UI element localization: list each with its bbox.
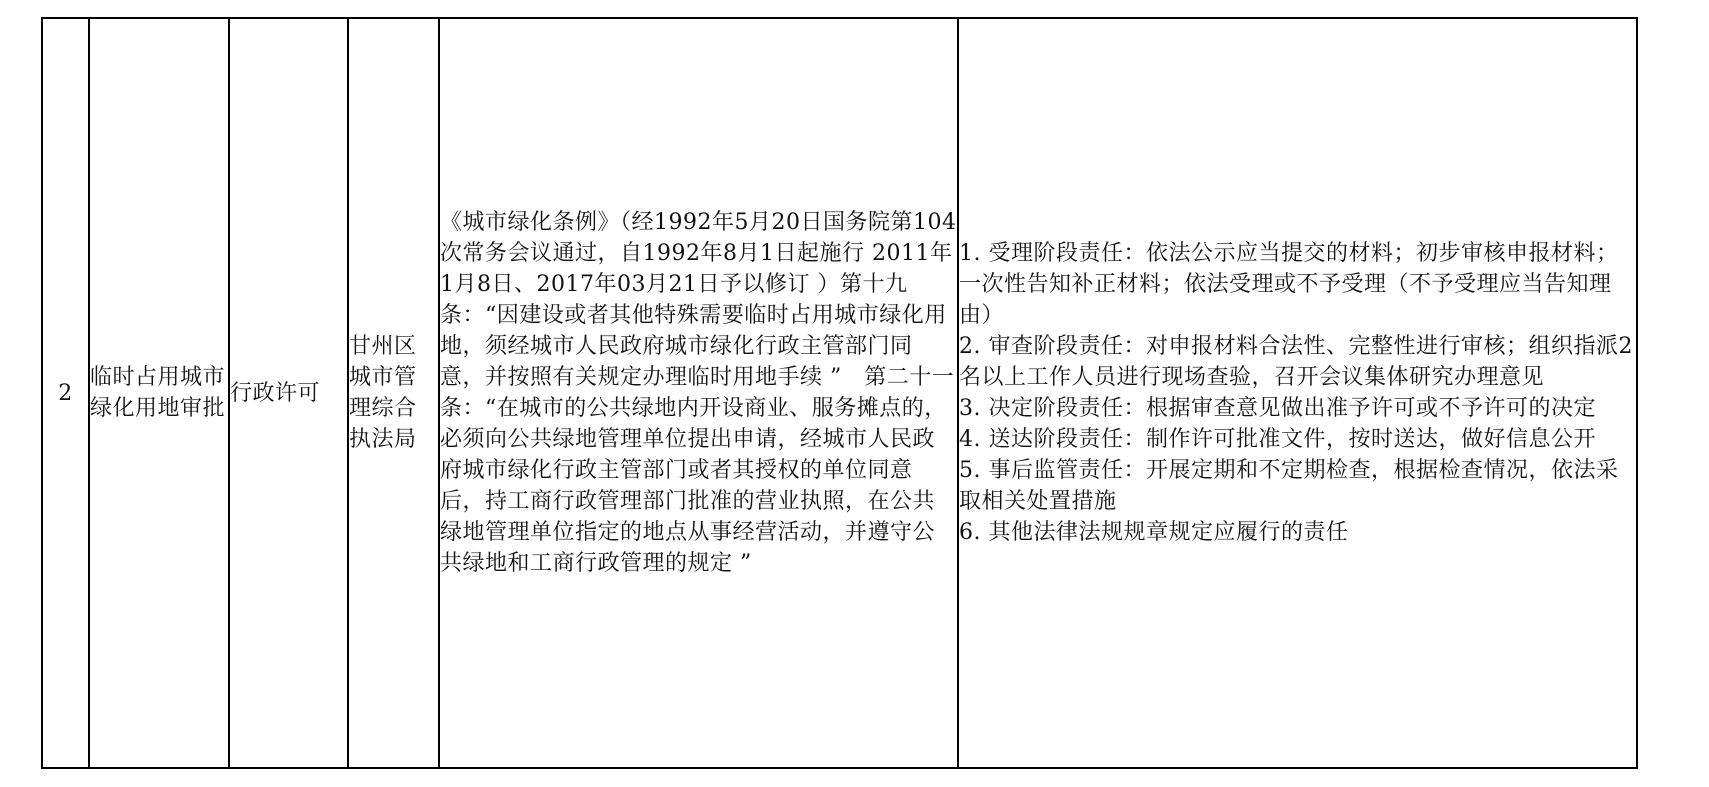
item-type: 行政许可 bbox=[230, 380, 321, 406]
row-number: 2 bbox=[58, 380, 73, 406]
item-type-cell bbox=[229, 18, 348, 768]
responsibility-item: 3. 决定阶段责任：根据审查意见做出准予许可或不予许可的决定 bbox=[959, 396, 1596, 421]
item-name-cell bbox=[89, 18, 229, 768]
department: 甘州区城市管理综合执法局 bbox=[349, 334, 417, 452]
responsibility-table bbox=[41, 17, 1638, 769]
responsibility-item: 4. 送达阶段责任：制作许可批准文件，按时送达，做好信息公开 bbox=[959, 427, 1596, 452]
legal-basis-cell bbox=[439, 18, 958, 768]
responsibility-item: 1. 受理阶段责任：依法公示应当提交的材料；初步审核申报材料；一次性告知补正材料；依法受理或不予受理（不予受理应当告知理由） bbox=[959, 241, 1619, 328]
item-name: 临时占用城市绿化用地审批 bbox=[90, 365, 226, 421]
table-row bbox=[42, 18, 1637, 768]
responsibility-item: 5. 事后监管责任：开展定期和不定期检查，根据检查情况，依法采取相关处置措施 bbox=[959, 458, 1619, 514]
responsibility-item: 2. 审查阶段责任：对申报材料合法性、完整性进行审核；组织指派2名以上工作人员进行现场查验，召开会议集体研究办理意见 bbox=[959, 334, 1633, 390]
responsibilities-cell bbox=[958, 18, 1637, 768]
row-number-cell bbox=[42, 18, 89, 768]
legal-basis: 《城市绿化条例》（经1992年5月20日国务院第104次常务会议通过，自1992年8月1日起施行 2011年1月8日、2017年03月21日予以修订 ）第十九条：“因建设或者其他特殊需要临时占用城市绿化用地，须经城市人民政府城市绿化行政主管部门同意，并按照有关规定办理临时用地手续 ” 第二十一条：“在城市的公共绿地内开设商业、服务摊点的，必须向公共绿地管理单位提出申请，经城市人民政府城市绿化行政主管部门或者其授权的单位同意后，持工商行政管理部门批准的营业执照，在公共绿地管理单位指定的地点从事经营活动，并遵守公共绿地和工商行政管理的规定 ” bbox=[440, 210, 957, 576]
responsibility-item: 6. 其他法律法规规章规定应履行的责任 bbox=[959, 520, 1349, 545]
department-cell bbox=[348, 18, 439, 768]
